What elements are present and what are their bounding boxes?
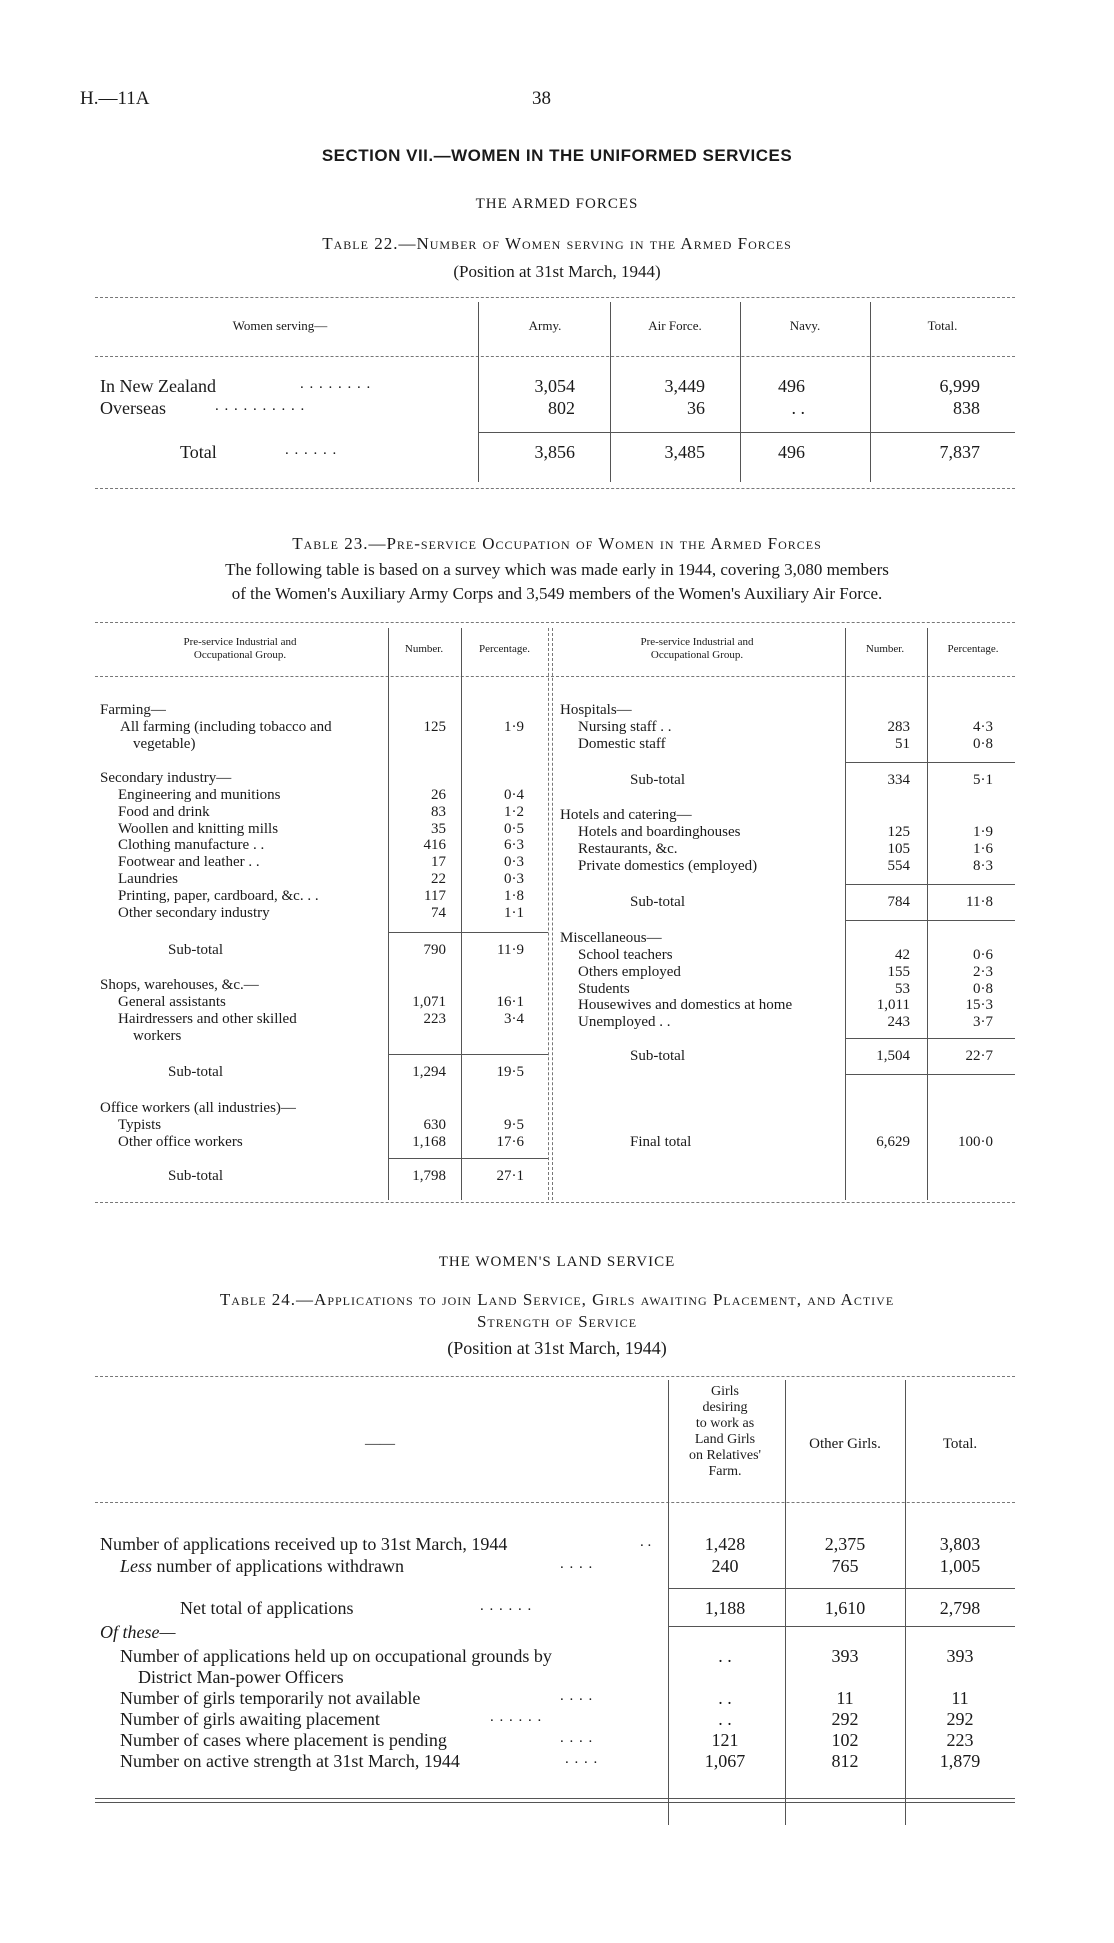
- list-item: Woollen and knitting mills: [118, 820, 279, 837]
- cell-value: 74: [431, 904, 446, 921]
- percentage-column: [928, 947, 993, 1031]
- list-item: Other secondary industry: [118, 904, 270, 921]
- armed-forces-heading: THE ARMED FORCES: [475, 196, 639, 212]
- cell-value: 1,798: [412, 1168, 446, 1184]
- leader-dots: . . . . . .: [285, 442, 338, 458]
- cell-value: 11: [836, 1688, 854, 1708]
- table-row: [100, 398, 166, 419]
- cell-value: 6,629: [876, 1134, 910, 1150]
- subtotal-rule: [845, 1074, 1015, 1075]
- percentage-column: [928, 824, 993, 874]
- document-reference: H.—11A: [80, 88, 150, 109]
- cell-value: 292: [831, 1709, 859, 1729]
- list-item: School teachers: [578, 947, 673, 963]
- cell-value: 1,005: [939, 1556, 981, 1576]
- table23-bottom-rule: [95, 1202, 1015, 1203]
- subtotal-label: Sub-total: [168, 1168, 223, 1184]
- list-item: Unemployed . .: [578, 1014, 671, 1031]
- row-label: Overseas: [100, 398, 166, 418]
- cell-value: 42: [895, 947, 910, 963]
- cell-value: 1,504: [876, 1048, 910, 1064]
- table-row-label: Number of girls temporarily not available: [120, 1688, 421, 1708]
- cell-value: 1,188: [704, 1598, 746, 1618]
- cell-value: 11·9: [497, 942, 524, 958]
- cell-value: 1·9: [973, 824, 993, 840]
- of-these-label: Of these—: [100, 1622, 176, 1642]
- cell-value: 1,071: [412, 994, 446, 1010]
- cell-value: . .: [718, 1646, 732, 1666]
- cell-value: 416: [423, 837, 446, 854]
- cell-value: 100·0: [958, 1134, 993, 1150]
- leader-dots: . . . .: [560, 1730, 594, 1746]
- land-service-heading: THE WOMEN'S LAND SERVICE: [438, 1254, 676, 1270]
- leader-dots: . . . . . .: [480, 1598, 533, 1614]
- list-item: Clothing manufacture . .: [118, 837, 265, 854]
- table22-bottom-rule: [95, 488, 1015, 489]
- section-title: SECTION VII.—WOMEN IN THE UNIFORMED SERVICES: [321, 146, 793, 165]
- cell-value: 0·5: [504, 820, 524, 837]
- cell-value: 16·1: [496, 994, 524, 1010]
- table24-col-total: Total.: [942, 1436, 978, 1452]
- table23-col-number-right: Number.: [865, 643, 905, 655]
- cell-value: 2,375: [824, 1534, 866, 1554]
- cell-value: 554: [887, 857, 910, 874]
- cell-value: 223: [423, 1011, 446, 1027]
- cell-value: 17: [431, 854, 446, 871]
- group-heading: Shops, warehouses, &c.—: [100, 977, 259, 993]
- cell-value: 26: [431, 787, 446, 803]
- cell-value: 812: [831, 1751, 859, 1771]
- cell-value: 2,798: [939, 1598, 981, 1618]
- cell-value: 11·8: [966, 894, 993, 910]
- cell-value: 1·8: [504, 887, 524, 904]
- final-total-label: Final total: [630, 1134, 692, 1150]
- table23-col-percentage-right: Percentage.: [947, 643, 999, 655]
- table-row-label: Number of applications held up on occupational grounds by: [120, 1646, 552, 1666]
- subtotal-rule: [845, 762, 1015, 763]
- cell-value: 51: [895, 736, 910, 752]
- cell-value: 393: [946, 1646, 974, 1666]
- cell-value: . .: [791, 398, 805, 418]
- table24-bottom-rule: [95, 1802, 1015, 1803]
- cell-value: . .: [718, 1688, 732, 1708]
- cell-value: 292: [946, 1709, 974, 1729]
- cell-value: 22·7: [965, 1048, 993, 1064]
- cell-value: 27·1: [496, 1168, 524, 1184]
- cell-value: 125: [887, 824, 910, 840]
- table22-title: Table 22.—Number of Women serving in the Armed Forces: [322, 234, 792, 253]
- subtotal-rule: [845, 884, 1015, 885]
- table24-top-rule: [95, 1376, 1015, 1377]
- table-row-label: Number on active strength at 31st March, 1944: [120, 1751, 460, 1771]
- table22-col-divider: [478, 302, 479, 482]
- table24-col-other-girls: Other Girls.: [809, 1436, 881, 1452]
- cell-value: 802: [548, 398, 575, 418]
- table22-total-rule: [478, 432, 1015, 433]
- subtotal-rule: [845, 920, 1015, 921]
- group-heading: Hospitals—: [560, 702, 632, 718]
- list-item: Typists: [118, 1117, 162, 1133]
- leader-dots: . .: [640, 1534, 652, 1550]
- table22-top-rule: [95, 297, 1015, 298]
- table22-col-total: Total.: [927, 318, 958, 333]
- cell-value: 1·9: [504, 719, 524, 735]
- list-item: Domestic staff: [578, 736, 666, 752]
- number-column: [388, 787, 446, 921]
- cell-value: 3,856: [534, 442, 575, 462]
- cell-value: 1,294: [412, 1064, 446, 1080]
- table-row-label: Number of cases where placement is pending: [120, 1730, 447, 1750]
- table23-col-divider: [845, 628, 846, 1200]
- cell-value: 3·7: [973, 1014, 993, 1031]
- cell-value: 0·6: [973, 947, 993, 963]
- table23-col-divider: [548, 628, 549, 1200]
- percentage-column: [462, 787, 524, 921]
- cell-value: 125: [423, 719, 446, 735]
- cell-value: 0·3: [504, 870, 524, 887]
- table22-subtitle: (Position at 31st March, 1944): [453, 262, 661, 281]
- number-column: [845, 824, 910, 874]
- group-heading: Miscellaneous—: [560, 930, 662, 946]
- cell-value: 1·1: [504, 904, 524, 921]
- table23-col-divider: [552, 628, 553, 1200]
- net-total-rule: [668, 1626, 1015, 1627]
- cell-value: 102: [831, 1730, 859, 1750]
- cell-value: 3,054: [534, 376, 575, 396]
- subtotal-label: Sub-total: [630, 772, 685, 788]
- table24-stub-header: ——: [365, 1436, 395, 1452]
- table23-header-rule: [95, 676, 1015, 677]
- list: [118, 787, 319, 921]
- cell-value: 1,428: [704, 1534, 746, 1554]
- italic-prefix: Less: [120, 1556, 153, 1576]
- table24-title: Table 24.—Applications to join Land Service, Girls awaiting Placement, and Active: [219, 1290, 895, 1309]
- cell-value: 121: [711, 1730, 739, 1750]
- subtotal-rule: [388, 1054, 548, 1055]
- table24-col-divider: [668, 1380, 669, 1825]
- cell-value: 784: [887, 894, 910, 910]
- list-item: Laundries: [118, 870, 178, 887]
- cell-value: 9·5: [504, 1117, 524, 1133]
- net-total-label: Net total of applications: [180, 1598, 354, 1618]
- subtotal-label: Sub-total: [168, 1064, 223, 1080]
- cell-value: 117: [424, 887, 446, 904]
- cell-value: 6,999: [939, 376, 980, 396]
- list-item: Hotels and boardinghouses: [578, 824, 741, 840]
- cell-value: 155: [887, 963, 910, 980]
- table22-col-army: Army.: [528, 318, 562, 333]
- number-column: [845, 947, 910, 1031]
- cell-value: 393: [831, 1646, 859, 1666]
- cell-value: 496: [778, 376, 805, 396]
- list-item: workers: [133, 1028, 182, 1044]
- table-row-label: District Man-power Officers: [138, 1667, 344, 1687]
- table22-stub-header: Women serving—: [232, 318, 328, 333]
- cell-value: 765: [831, 1556, 859, 1576]
- list-item: Students: [578, 980, 630, 997]
- cell-value: 6·3: [504, 837, 524, 854]
- cell-value: 3·4: [504, 1011, 524, 1027]
- subtotal-label: Sub-total: [168, 942, 223, 958]
- cell-value: 22: [431, 870, 446, 887]
- list-item: Nursing staff . .: [578, 719, 672, 735]
- cell-value: 630: [423, 1117, 446, 1133]
- table-row-label: Less number of applications withdrawn: [120, 1556, 404, 1576]
- list-item: All farming (including tobacco and: [120, 719, 332, 735]
- cell-value: 0·8: [973, 736, 993, 752]
- cell-value: 334: [887, 772, 910, 788]
- cell-value: 105: [887, 840, 910, 857]
- leader-dots: . . . . . . . .: [300, 376, 372, 392]
- table23-col-percentage-left: Percentage.: [479, 643, 530, 655]
- cell-value: 35: [431, 820, 446, 837]
- cell-value: 83: [431, 803, 446, 820]
- table22-col-navy: Navy.: [789, 318, 821, 333]
- cell-value: 3,485: [664, 442, 705, 462]
- table22-total-label: Total: [180, 442, 217, 462]
- leader-dots: . . . . . . . . . .: [215, 398, 306, 414]
- group-heading: Farming—: [100, 702, 166, 718]
- list-item: General assistants: [118, 994, 226, 1010]
- cell-value: 1,011: [876, 997, 910, 1014]
- cell-value: 7,837: [939, 442, 980, 462]
- subtotal-label: Sub-total: [630, 894, 685, 910]
- subtotal-rule: [845, 1038, 1015, 1039]
- cell-value: 8·3: [973, 857, 993, 874]
- list: [578, 947, 792, 1031]
- cell-value: 3,803: [939, 1534, 981, 1554]
- table24-title: Strength of Service: [476, 1312, 638, 1331]
- cell-value: 0·4: [504, 787, 524, 803]
- list-item: Food and drink: [118, 803, 210, 820]
- table24-subtitle: (Position at 31st March, 1944): [447, 1338, 667, 1358]
- cell-value: 1,067: [704, 1751, 746, 1771]
- list-item: Footwear and leather . .: [118, 854, 260, 871]
- list-item: vegetable): [133, 736, 196, 752]
- list-item: Restaurants, &c.: [578, 840, 678, 857]
- list-item: Private domestics (employed): [578, 857, 758, 874]
- table24-bottom-rule: [95, 1798, 1015, 1799]
- subtotal-rule: [388, 932, 548, 933]
- cell-value: 53: [895, 980, 910, 997]
- cell-value: 283: [887, 719, 910, 735]
- table23-col-group-right: Pre-service Industrial and Occupational Group.: [640, 636, 754, 661]
- table22-header-rule: [95, 356, 1015, 357]
- cell-value: 1·2: [504, 803, 524, 820]
- cell-value: 36: [687, 398, 705, 418]
- table-row-label: Number of girls awaiting placement: [120, 1709, 380, 1729]
- cell-value: 1,168: [412, 1134, 446, 1150]
- list-item: Other office workers: [118, 1134, 243, 1150]
- cell-value: 223: [946, 1730, 974, 1750]
- table23-col-number-left: Number.: [404, 643, 444, 655]
- cell-value: 790: [423, 942, 446, 958]
- table24-header-rule: [95, 1502, 1015, 1503]
- row-label: In New Zealand: [100, 376, 216, 396]
- cell-value: 240: [711, 1556, 739, 1576]
- cell-value: 3,449: [664, 376, 705, 396]
- list-item: Housewives and domestics at home: [578, 997, 793, 1014]
- list: [578, 824, 757, 874]
- cell-value: 5·1: [973, 772, 993, 788]
- leader-dots: . . . .: [560, 1688, 594, 1704]
- cell-value: 496: [778, 442, 805, 462]
- table23-col-divider: [927, 628, 928, 1200]
- leader-dots: . . . .: [565, 1751, 599, 1767]
- list-item: Printing, paper, cardboard, &c. . .: [118, 887, 319, 904]
- table23-col-group-left: Pre-service Industrial and Occupational Group.: [183, 636, 297, 661]
- table23-intro: of the Women's Auxiliary Army Corps and 3,549 members of the Women's Auxiliary Air Force.: [231, 584, 883, 603]
- cell-value: 19·5: [496, 1064, 524, 1080]
- cell-value: 243: [887, 1014, 910, 1031]
- table22-col-airforce: Air Force.: [648, 318, 702, 333]
- subtotal-rule: [388, 1158, 548, 1159]
- cell-value: 1·6: [973, 840, 993, 857]
- cell-value: 2·3: [973, 963, 993, 980]
- table-row-label: Number of applications received up to 31st March, 1944: [100, 1534, 508, 1554]
- list-item: Hairdressers and other skilled: [118, 1011, 297, 1027]
- cell-value: 0·3: [504, 854, 524, 871]
- cell-value: 0·8: [973, 980, 993, 997]
- table23-intro: The following table is based on a survey which was made early in 1944, covering 3,080 members: [225, 560, 889, 579]
- cell-value: 4·3: [973, 719, 993, 735]
- table23-top-rule: [95, 622, 1015, 623]
- group-heading: Hotels and catering—: [560, 807, 692, 823]
- net-total-rule: [668, 1588, 1015, 1589]
- table24-col-relatives-farm: Girls desiring to work as Land Girls on Relatives' Farm.: [688, 1384, 762, 1479]
- cell-value: 17·6: [496, 1134, 524, 1150]
- cell-value: 1,610: [824, 1598, 866, 1618]
- list-item: Others employed: [578, 963, 681, 980]
- group-heading: Secondary industry—: [100, 770, 232, 786]
- list-item: Engineering and munitions: [118, 787, 281, 803]
- cell-value: 15·3: [965, 997, 993, 1014]
- subtotal-label: Sub-total: [630, 1048, 685, 1064]
- page-number: 38: [532, 88, 551, 109]
- leader-dots: . . . .: [560, 1556, 594, 1572]
- group-heading: Office workers (all industries)—: [100, 1100, 296, 1116]
- cell-value: 838: [953, 398, 980, 418]
- leader-dots: . . . . . .: [490, 1709, 543, 1725]
- cell-value: . .: [718, 1709, 732, 1729]
- cell-value: 1,879: [939, 1751, 981, 1771]
- cell-value: 11: [951, 1688, 969, 1708]
- table23-title: Table 23.—Pre-service Occupation of Women in the Armed Forces: [292, 534, 822, 553]
- table-row: [100, 376, 216, 397]
